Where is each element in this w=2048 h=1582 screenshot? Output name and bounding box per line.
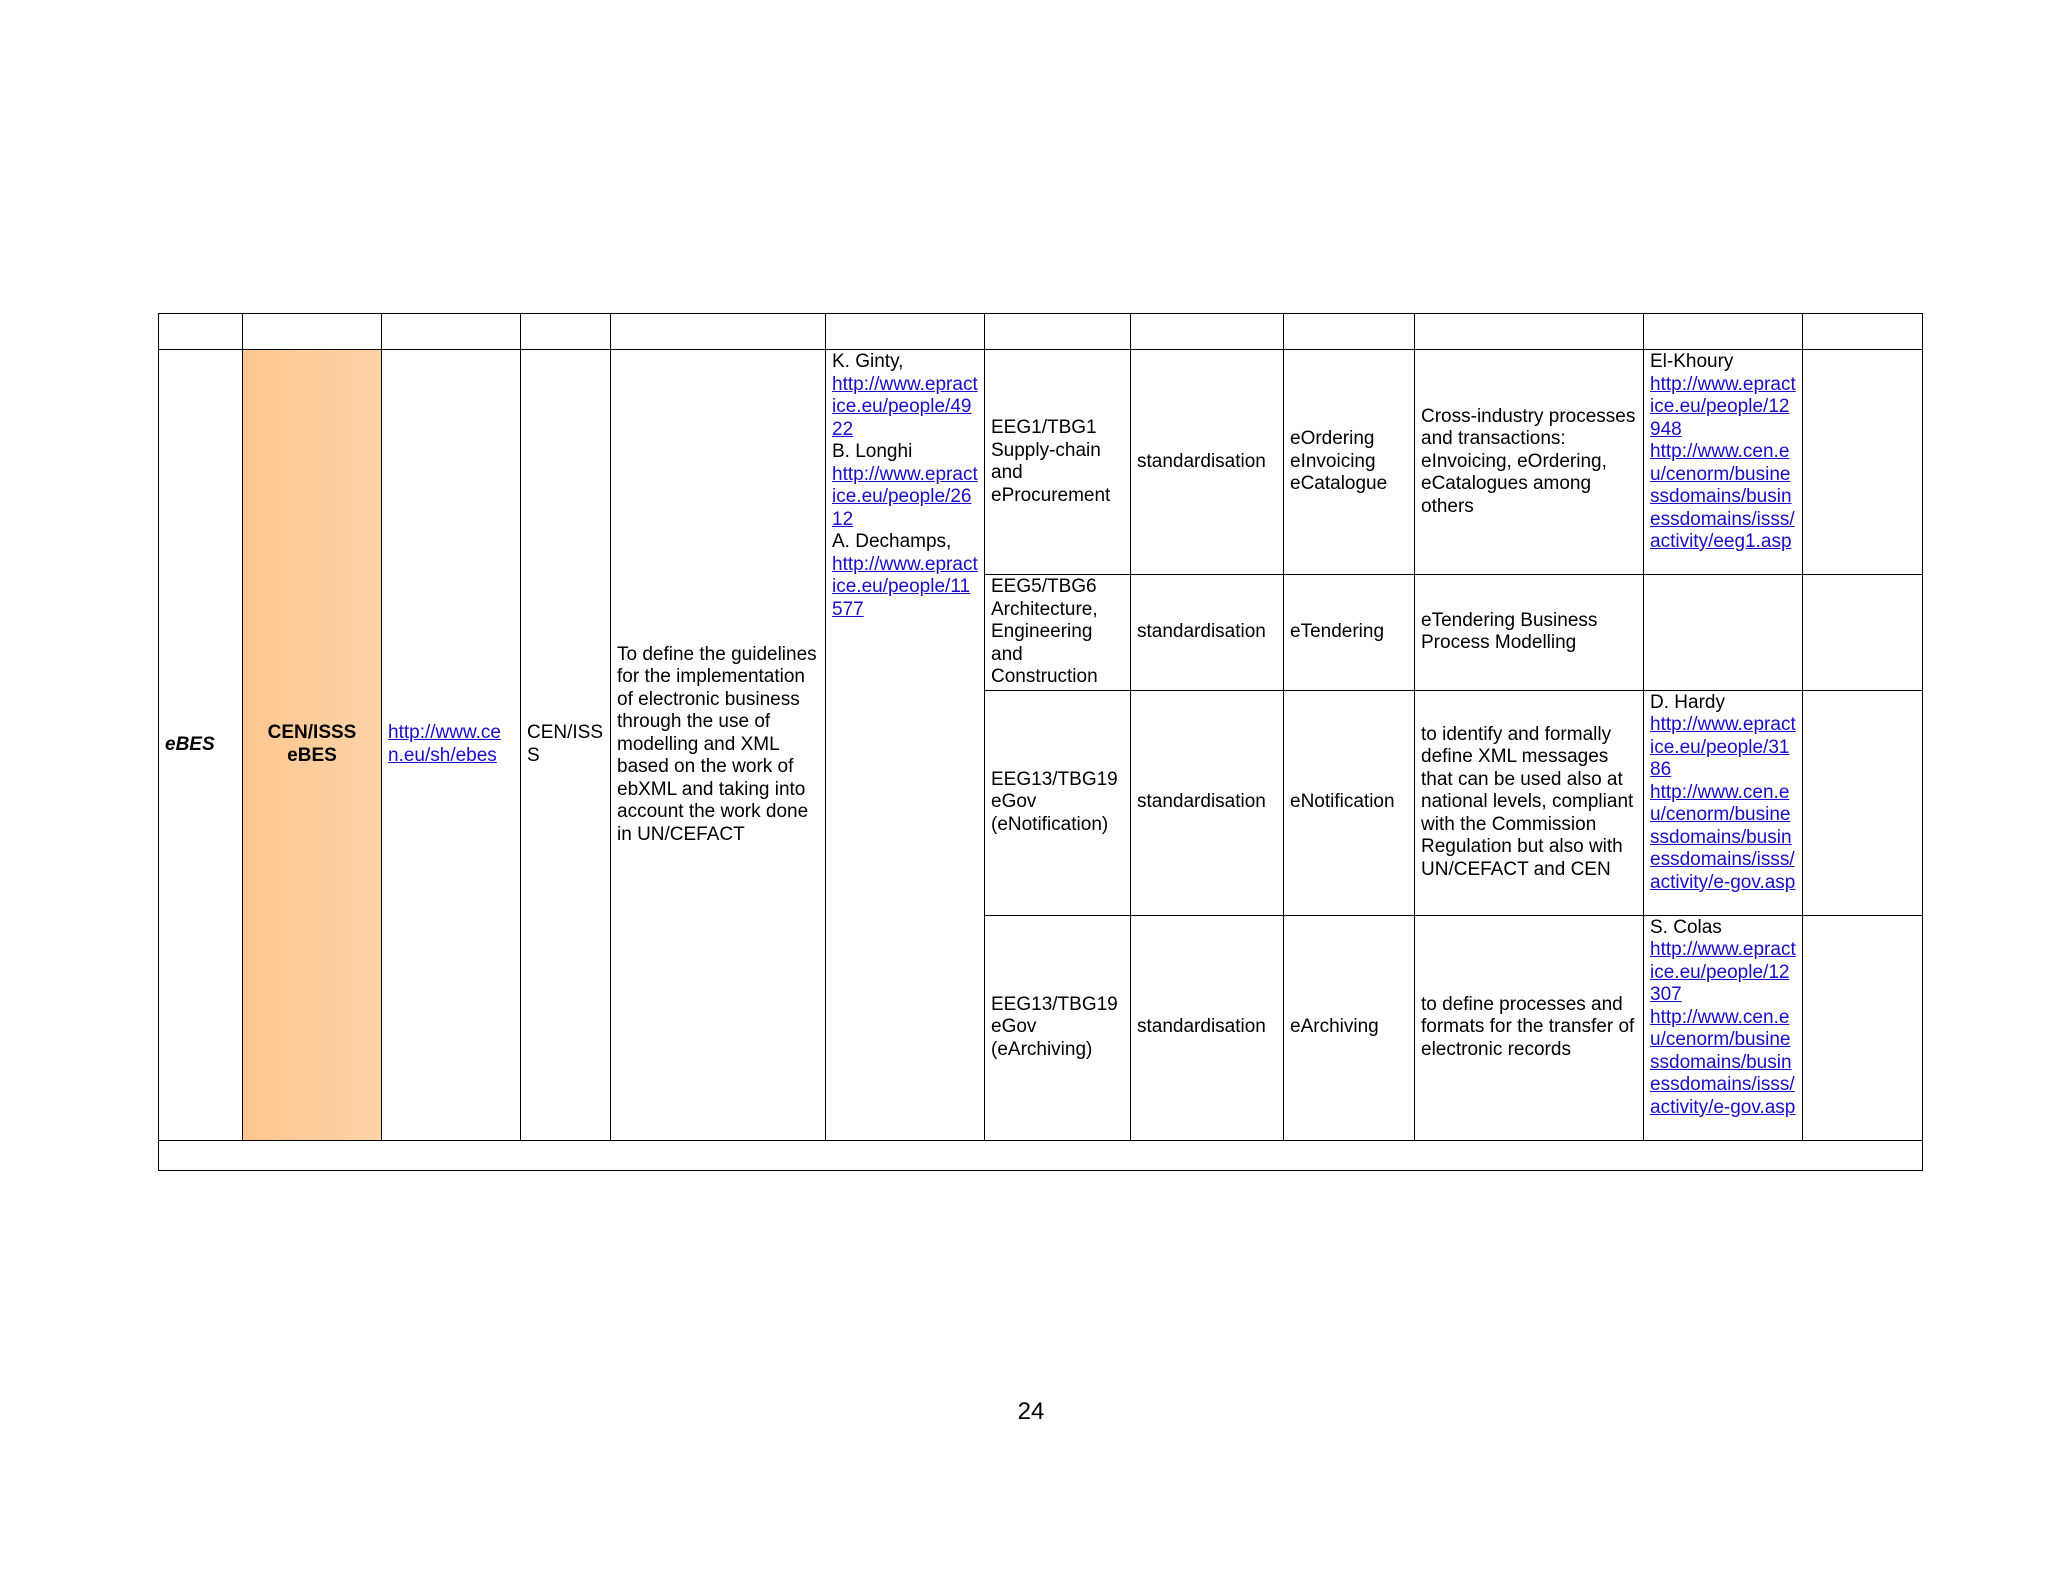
- group-contact-cell: [1644, 690, 1803, 915]
- activity-cell: standardisation: [1131, 575, 1284, 691]
- group-contact-name: D. Hardy: [1650, 691, 1725, 713]
- blank-cell: [243, 314, 382, 350]
- group-contact-name: S. Colas: [1650, 916, 1722, 938]
- blank-cell: [382, 314, 521, 350]
- group-cell: EEG5/TBG6 Architecture, Engineering and Construction: [985, 575, 1131, 691]
- type-cell: CEN/ISSS: [521, 350, 611, 1141]
- blank-cell: [985, 314, 1131, 350]
- page-number: 24: [1017, 1398, 1045, 1425]
- blank-cell: [521, 314, 611, 350]
- blank-cell: [1803, 575, 1923, 691]
- activity-cell: standardisation: [1131, 690, 1284, 915]
- group-contact-cell: [1644, 915, 1803, 1140]
- contacts-cell: [826, 350, 985, 1141]
- group-cell: EEG13/TBG19 eGov (eArchiving): [985, 915, 1131, 1140]
- header-blank-row: [159, 314, 1923, 350]
- group-contact-cell: [1644, 575, 1803, 691]
- description-cell: Cross-industry processes and transactions: eInvoicing, eOrdering, eCatalogues among others: [1415, 350, 1644, 575]
- description-cell: eTendering Business Process Modelling: [1415, 575, 1644, 691]
- url-cell: [382, 350, 521, 1141]
- group-contact-link[interactable]: http://www.epractice.eu/people/12948: [1650, 373, 1796, 440]
- standards-table: [158, 313, 1923, 1171]
- blank-cell: [1415, 314, 1644, 350]
- blank-cell: [1644, 314, 1803, 350]
- blank-cell: [1803, 690, 1923, 915]
- contact-link[interactable]: http://www.epractice.eu/people/11577: [832, 553, 978, 620]
- topic-cell: eOrdering eInvoicing eCatalogue: [1284, 350, 1415, 575]
- group-contact-link[interactable]: http://www.epractice.eu/people/12307: [1650, 939, 1796, 1005]
- organisation-cell: CEN/ISSS eBES: [243, 350, 382, 1141]
- blank-cell: [611, 314, 826, 350]
- topic-cell: eArchiving: [1284, 915, 1415, 1140]
- blank-cell: [1284, 314, 1415, 350]
- blank-cell: [1803, 915, 1923, 1140]
- activity-cell: standardisation: [1131, 915, 1284, 1140]
- contact-name: K. Ginty,: [832, 351, 904, 372]
- initiative-name: eBES: [159, 350, 243, 1141]
- group-cell: EEG1/TBG1 Supply-chain and eProcurement: [985, 350, 1131, 575]
- contact-name: B. Longhi: [832, 441, 913, 462]
- website-link[interactable]: http://www.cen.eu/sh/ebes: [388, 722, 501, 766]
- description-cell: to identify and formally define XML messages that can be used also at national levels, compliant with the Commission Regulation but also with UN/CEFACT and CEN: [1415, 690, 1644, 915]
- topic-cell: eNotification: [1284, 690, 1415, 915]
- table-row: [159, 350, 1923, 575]
- group-activity-link[interactable]: http://www.cen.eu/cenorm/businessdomains/businessdomains/isss/activity/eeg1.asp: [1650, 441, 1795, 552]
- activity-cell: standardisation: [1131, 350, 1284, 575]
- blank-cell: [1803, 350, 1923, 575]
- blank-cell: [159, 314, 243, 350]
- blank-cell: [1131, 314, 1284, 350]
- group-contact-link[interactable]: http://www.epractice.eu/people/3186: [1650, 714, 1796, 780]
- blank-cell: [159, 1140, 1923, 1170]
- contact-link[interactable]: http://www.epractice.eu/people/2612: [832, 463, 978, 530]
- footer-blank-row: [159, 1140, 1923, 1170]
- description-cell: to define processes and formats for the transfer of electronic records: [1415, 915, 1644, 1140]
- group-contact-cell: [1644, 350, 1803, 575]
- contact-link[interactable]: http://www.epractice.eu/people/4922: [832, 373, 978, 440]
- group-contact-name: El-Khoury: [1650, 351, 1734, 372]
- group-cell: EEG13/TBG19 eGov (eNotification): [985, 690, 1131, 915]
- group-activity-link[interactable]: http://www.cen.eu/cenorm/businessdomains/businessdomains/isss/activity/e-gov.asp: [1650, 781, 1796, 893]
- group-activity-link[interactable]: http://www.cen.eu/cenorm/businessdomains/businessdomains/isss/activity/e-gov.asp: [1650, 1006, 1796, 1118]
- objective-cell: To define the guidelines for the implementation of electronic business through the use of modelling and XML based on the work of ebXML and taking into account the work done in UN/CEFACT: [611, 350, 826, 1141]
- topic-cell: eTendering: [1284, 575, 1415, 691]
- blank-cell: [1803, 314, 1923, 350]
- blank-cell: [826, 314, 985, 350]
- contact-name: A. Dechamps,: [832, 531, 952, 552]
